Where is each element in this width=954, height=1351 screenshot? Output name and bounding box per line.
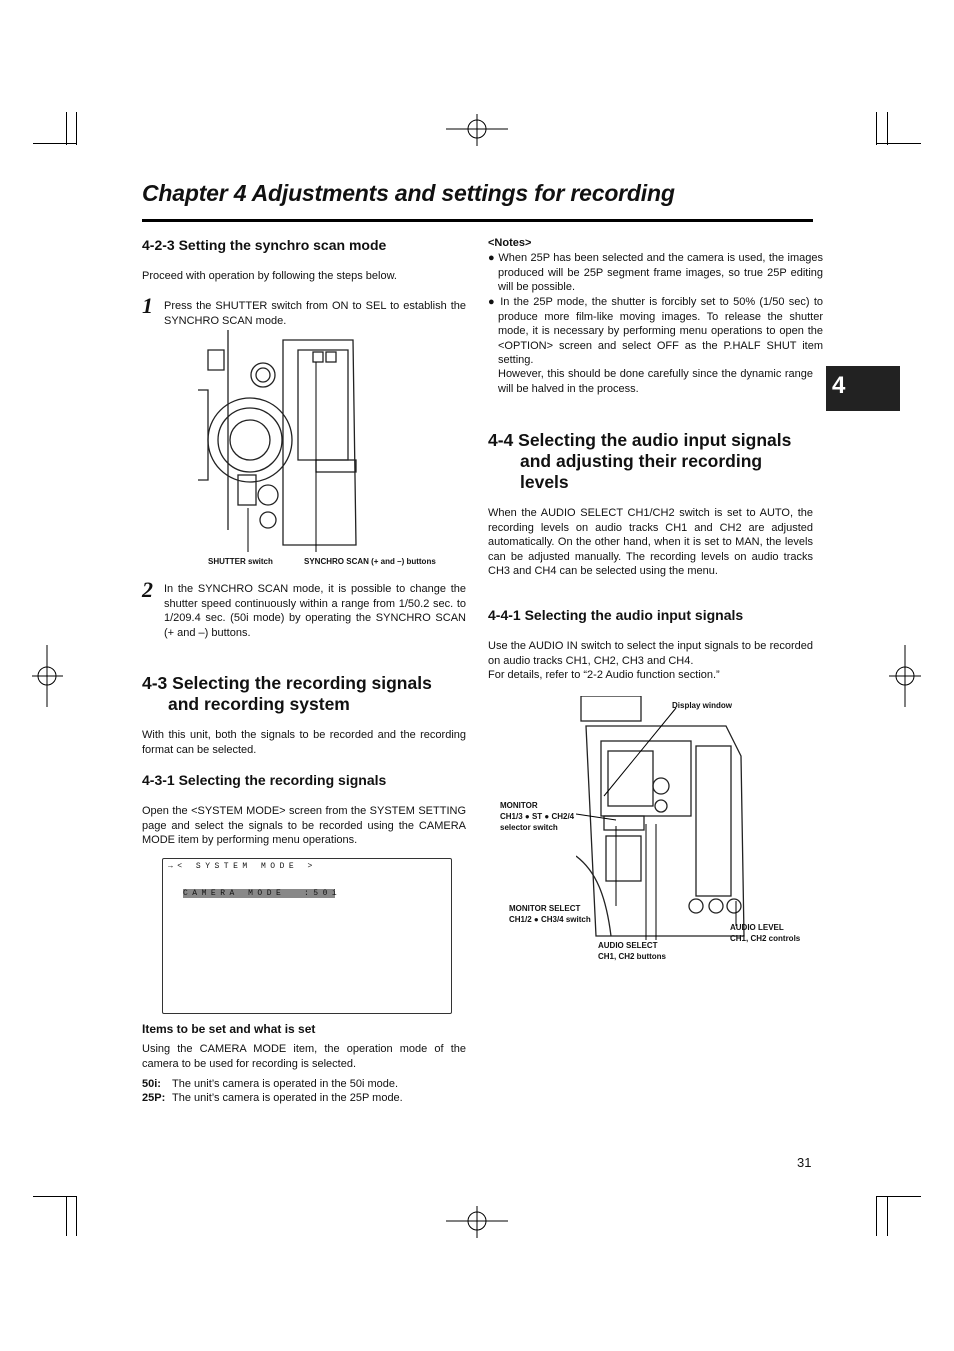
note-2: ● In the 25P mode, the shutter is forcibly set to 50% (1/50 sec) to produce more film-like moving images. To release the shutter mode, it is necessary by performing menu operations to open the <OPTION> screen and select OFF as the P.HALF SHUT item setting. (488, 296, 823, 366)
chapter-tab: 4 (826, 366, 900, 411)
section-4-4-heading: 4-4 Selecting the audio input signals and adjusting their recording levels (488, 430, 792, 492)
step-1-number: 1 (142, 293, 153, 318)
chapter-title: Chapter 4 Adjustments and settings for recording (142, 180, 675, 206)
section-4-3-heading: 4-3 Selecting the recording signals and recording system (142, 673, 432, 714)
step-1-text: Press the SHUTTER switch from ON to SEL to establish the SYNCHRO SCAN mode. (164, 300, 466, 327)
camera-shutter-illustration (198, 330, 358, 554)
title-rule (142, 219, 813, 222)
notes-heading: <Notes> (488, 237, 532, 249)
items-heading: Items to be set and what is set (142, 1022, 316, 1036)
fig1-label-shutter: SHUTTER switch (208, 557, 273, 566)
section-4-2-3-heading: 4-2-3 Setting the synchro scan mode (142, 237, 387, 253)
section-4-4-1-reference: For details, refer to “2-2 Audio function section.” (488, 669, 720, 681)
section-4-3-1-heading: 4-3-1 Selecting the recording signals (142, 772, 387, 788)
section-4-4-intro: When the AUDIO SELECT CH1/CH2 switch is set to AUTO, the recording levels on audio tracks CH1 and CH2 are adjusted automatically. On the other hand, when it is set to MAN, the levels can be adjusted manually. The recording levels on audio tracks CH3 and CH4 can be selected using the menu. (488, 507, 813, 577)
section-4-4-1-heading: 4-4-1 Selecting the audio input signals (488, 607, 744, 623)
section-4-3-1-text: Open the <SYSTEM MODE> screen from the SYSTEM SETTING page and select the signals to be recorded using the CAMERA MODE item by performing menu operations. (142, 805, 466, 846)
system-mode-screen (162, 858, 452, 1014)
screen-camera-mode-row: CAMERA MODE :50i (183, 889, 342, 898)
fig2-label-audio-select: AUDIO SELECT CH1, CH2 buttons (598, 941, 666, 961)
section-4-4-1-text: Use the AUDIO IN switch to select the input signals to be recorded on audio tracks CH1, CH2, CH3 and CH4. (488, 640, 813, 667)
option-50i: 50i: The unit’s camera is operated in the 50i mode. (142, 1078, 399, 1090)
section-4-2-3-intro: Proceed with operation by following the steps below. (142, 270, 397, 282)
camera-audio-illustration (576, 696, 754, 946)
fig2-label-monitor-selector: MONITOR CH1/3 ● ST ● CH2/4 selector switch (500, 801, 575, 832)
screen-title: →< SYSTEM MODE > (168, 862, 317, 871)
fig1-label-synchro: SYNCHRO SCAN (+ and –) buttons (304, 557, 436, 566)
note-2-continuation: However, this should be done carefully since the dynamic range will be halved in the process. (498, 368, 813, 395)
page-number: 31 (797, 1155, 812, 1170)
fig2-label-audio-level: AUDIO LEVEL CH1, CH2 controls (730, 923, 801, 943)
step-2-number: 2 (142, 577, 153, 602)
option-25p: 25P: The unit’s camera is operated in the 25P mode. (142, 1092, 403, 1104)
note-1: ● When 25P has been selected and the camera is used, the images produced will be 25P segment frame images, so true 25P editing will be possible. (488, 252, 823, 293)
section-4-3-intro: With this unit, both the signals to be recorded and the recording format can be selected. (142, 729, 466, 756)
fig2-label-display-window: Display window (672, 701, 733, 710)
items-text: Using the CAMERA MODE item, the operation mode of the camera to be used for recording is selected. (142, 1043, 466, 1070)
step-2-text: In the SYNCHRO SCAN mode, it is possible to change the shutter speed continuously within a range from 1/50.2 sec. to 1/209.4 sec. (50i mode) by operating the SYNCHRO SCAN (+ and –) buttons. (164, 583, 466, 639)
fig2-label-monitor-select: MONITOR SELECT CH1/2 ● CH3/4 switch (509, 904, 591, 924)
